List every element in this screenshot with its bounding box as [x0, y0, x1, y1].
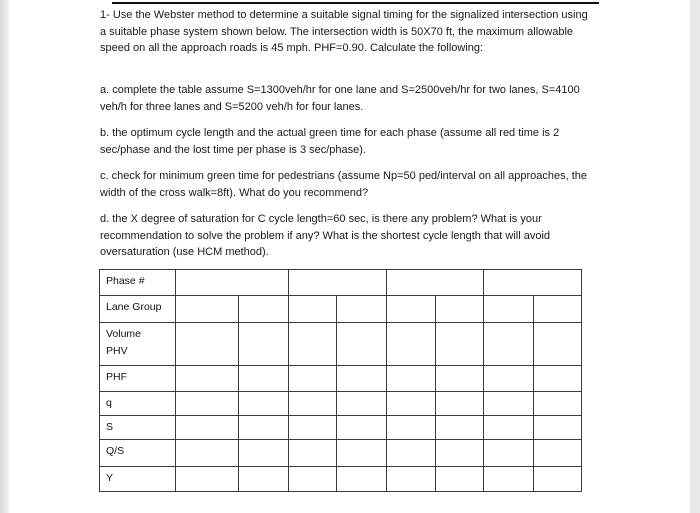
table-cell[interactable]: [337, 323, 387, 366]
table-row-lane-group: [100, 296, 582, 323]
table-cell[interactable]: [176, 416, 239, 440]
table-cell[interactable]: [289, 296, 337, 323]
phase-cell[interactable]: [387, 270, 484, 296]
part-b-text: b. the optimum cycle length and the actual green time for each phase (assume all red time is 2 sec/phase and the lost time per phase is 3 sec/phase).: [100, 127, 560, 156]
table-cell[interactable]: [436, 366, 484, 392]
table-row-q: [100, 392, 582, 416]
table-cell[interactable]: [289, 392, 337, 416]
question-statement: [100, 7, 590, 57]
table-cell[interactable]: [387, 366, 436, 392]
row-label-phf: PHF: [100, 366, 176, 392]
table-cell[interactable]: [484, 392, 534, 416]
table-cell[interactable]: [337, 440, 387, 467]
table-cell[interactable]: [239, 366, 289, 392]
table-cell[interactable]: [387, 416, 436, 440]
row-label-q-over-s: Q/S: [100, 440, 176, 467]
table-cell[interactable]: [534, 416, 582, 440]
table-cell[interactable]: [436, 440, 484, 467]
part-c-text: c. check for minimum green time for pedestrians (assume Np=50 ped/interval on all approaches, the width of the cross walk=8ft). What do you recommend?: [100, 170, 587, 199]
table-cell[interactable]: [436, 467, 484, 492]
table-cell[interactable]: [239, 323, 289, 366]
phase-cell[interactable]: [176, 270, 289, 296]
table-cell[interactable]: [337, 392, 387, 416]
table-cell[interactable]: [484, 467, 534, 492]
table-cell[interactable]: [289, 467, 337, 492]
table-cell[interactable]: [176, 366, 239, 392]
table-cell[interactable]: [484, 296, 534, 323]
table-cell[interactable]: [239, 467, 289, 492]
table-cell[interactable]: [387, 296, 436, 323]
part-a-text: a. complete the table assume S=1300veh/hr for one lane and S=2500veh/hr for two lanes, S=4100 veh/h for three lanes and S=5200 veh/h for four lanes.: [100, 84, 580, 113]
table-cell[interactable]: [534, 366, 582, 392]
table-cell[interactable]: [176, 323, 239, 366]
table-cell[interactable]: [337, 296, 387, 323]
row-label-volume-line1: Volume: [106, 328, 142, 340]
table-cell[interactable]: [239, 392, 289, 416]
table-row-s: [100, 416, 582, 440]
table-cell[interactable]: [239, 296, 289, 323]
table-cell[interactable]: [239, 416, 289, 440]
table-cell[interactable]: [176, 296, 239, 323]
table-cell[interactable]: [534, 392, 582, 416]
table-cell[interactable]: [337, 366, 387, 392]
table-cell[interactable]: [289, 416, 337, 440]
row-label-volume-line2: PHV: [106, 345, 128, 357]
row-label-s: S: [100, 416, 176, 440]
row-label-phase: Phase #: [100, 270, 176, 296]
top-rule: [112, 2, 599, 4]
table-cell[interactable]: [387, 440, 436, 467]
page-shadow-edge: [0, 0, 9, 513]
table-row-phase: [100, 270, 582, 296]
table-cell[interactable]: [436, 392, 484, 416]
table-cell[interactable]: [337, 416, 387, 440]
row-label-y: Y: [100, 467, 176, 492]
table-cell[interactable]: [337, 467, 387, 492]
table-cell[interactable]: [176, 392, 239, 416]
table-cell[interactable]: [289, 323, 337, 366]
table-cell[interactable]: [484, 323, 534, 366]
table-cell[interactable]: [484, 416, 534, 440]
row-label-q: q: [100, 392, 176, 416]
question-text: Use the Webster method to determine a suitable signal timing for the signalized intersection using a suitable phase system shown below. The intersection width is 50X70 ft, the maximum allowable speed on all the approach roads is 45 mph. PHF=0.90. Calculate the following:: [100, 9, 588, 54]
phase-cell[interactable]: [484, 270, 582, 296]
table-cell[interactable]: [534, 440, 582, 467]
question-number: 1-: [100, 9, 113, 21]
table-cell[interactable]: [436, 416, 484, 440]
table-cell[interactable]: [176, 440, 239, 467]
table-cell[interactable]: [387, 467, 436, 492]
part-d-text: d. the X degree of saturation for C cycle length=60 sec, is there any problem? What is your recommendation to solve the problem if any? What is the shortest cycle length that will avoid oversaturation (use HCM method).: [100, 213, 551, 258]
table-row-q-over-s: [100, 440, 582, 467]
table-cell[interactable]: [534, 467, 582, 492]
phase-cell[interactable]: [289, 270, 387, 296]
table-cell[interactable]: [387, 392, 436, 416]
table-cell[interactable]: [289, 366, 337, 392]
table-row-volume: [100, 323, 582, 366]
table-cell[interactable]: [534, 296, 582, 323]
table-cell[interactable]: [484, 440, 534, 467]
table-cell[interactable]: [436, 323, 484, 366]
table-row-y: [100, 467, 582, 492]
table-cell[interactable]: [289, 440, 337, 467]
table-cell[interactable]: [534, 323, 582, 366]
row-label-volume: [100, 323, 176, 366]
table-cell[interactable]: [484, 366, 534, 392]
phase-table: [99, 269, 582, 492]
table-cell[interactable]: [239, 440, 289, 467]
row-label-lane-group: Lane Group: [100, 296, 176, 323]
table-cell[interactable]: [387, 323, 436, 366]
table-cell[interactable]: [436, 296, 484, 323]
table-row-phf: [100, 366, 582, 392]
table-cell[interactable]: [176, 467, 239, 492]
